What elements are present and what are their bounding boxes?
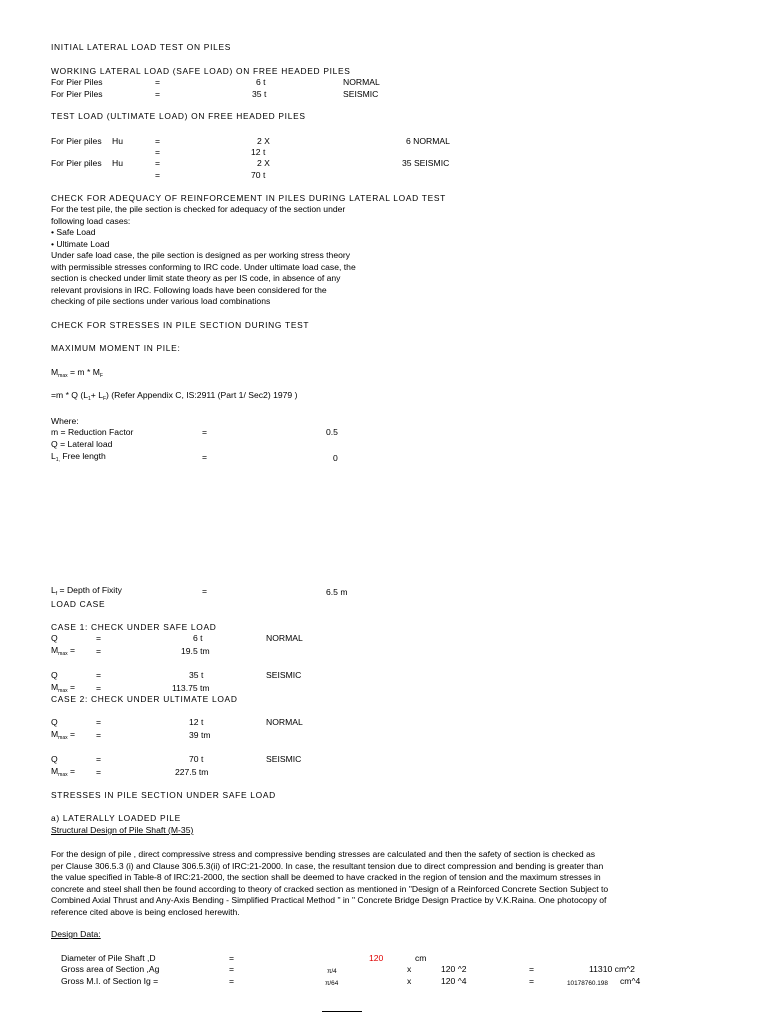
gross-mi-result: 10178760.198 (567, 980, 608, 987)
adequacy-line: checking of pile sections under various load combinations (51, 296, 271, 306)
max-moment-heading: MAXIMUM MOMENT IN PILE: (51, 343, 181, 353)
equals-sign: = (155, 147, 161, 157)
times-sign: x (407, 964, 412, 974)
design-paragraph-line: reference cited above is being enclosed herewith. (51, 906, 240, 917)
design-data-label: Gross M.I. of Section Ig = (61, 976, 159, 986)
equals-sign: = (96, 683, 102, 693)
reduction-factor-label: m = Reduction Factor (51, 427, 134, 437)
design-data-label: Diameter of Pile Shaft ,D (61, 953, 156, 963)
case2-m2-value: 227.5 tm (175, 767, 209, 777)
q-label: Q (51, 754, 58, 764)
equals-sign: = (202, 586, 208, 596)
adequacy-line: with permissible stresses conforming to IRC code. Under ultimate load case, the (51, 261, 356, 272)
equals-sign: = (529, 964, 535, 974)
test-row-label: For Pier piles (51, 158, 102, 168)
case2-q1-value: 12 t (189, 717, 204, 727)
inertia-term: 120 ^4 (441, 976, 467, 986)
design-paragraph-line: the value specified in Table-8 of IRC:21-2000, the section shall be deemed to have cracked in the region of tension and the maximum stresses in (51, 872, 601, 882)
depth-of-fixity-value: 6.5 m (326, 587, 348, 597)
equals-sign: = (229, 964, 235, 974)
q-label: Q (51, 670, 58, 680)
test-row-symbol: Hu (112, 158, 123, 168)
working-row-value: 6 t (256, 77, 266, 87)
test-load-heading: TEST LOAD (ULTIMATE LOAD) ON FREE HEADED PILES (51, 111, 306, 121)
case1-type: NORMAL (266, 633, 303, 643)
equals-sign: = (96, 670, 102, 680)
test-row-symbol: Hu (112, 136, 123, 146)
test-row-value: 70 t (251, 170, 266, 180)
laterally-loaded-heading: a) LATERALLY LOADED PILE (51, 813, 181, 823)
page-title: INITIAL LATERAL LOAD TEST ON PILES (51, 42, 232, 52)
adequacy-heading: CHECK FOR ADEQUACY OF REINFORCEMENT IN PILES DURING LATERAL LOAD TEST (51, 193, 446, 203)
diameter-value: 120 (369, 953, 384, 963)
design-paragraph-line: per Clause 306.5.3 (i) and Clause 306.5.3(ii) of IRC:21-2000. In case, the resultant tension due to direct compression and bending is greater than (51, 860, 604, 871)
equals-sign: = (96, 754, 102, 764)
case1-m1-value: 19.5 tm (181, 646, 210, 656)
pi-over-64: π/64 (325, 980, 339, 987)
case2-type: SEISMIC (266, 754, 302, 764)
formula-expanded: =m * Q $(L_1+ L_F)$ (Refer Appendix C, IS:2911 (Part 1/ Sec2) 1979 ) (51, 390, 298, 402)
adequacy-line: For the test pile, the pile section is checked for adequacy of the section under (51, 204, 346, 214)
equals-sign: = (229, 953, 235, 963)
working-load-heading: WORKING LATERAL LOAD (SAFE LOAD) ON FREE HEADED PILES (51, 66, 351, 76)
case1-heading: CASE 1: CHECK UNDER SAFE LOAD (51, 622, 217, 632)
adequacy-bullet: • Ultimate Load (51, 238, 110, 249)
equals-sign: = (529, 976, 535, 986)
adequacy-line: relevant provisions in IRC. Following loads have been considered for the (51, 284, 327, 295)
gross-area-result: 11310 cm^2 (589, 964, 635, 974)
test-row-right: 6 NORMAL (406, 136, 450, 146)
equals-sign: = (155, 136, 161, 146)
where-label: Where: (51, 416, 79, 426)
working-row-type: SEISMIC (343, 89, 379, 99)
q-label: Q (51, 633, 58, 643)
design-data-heading: Design Data: (51, 929, 101, 939)
working-row-label: For Pier Piles (51, 89, 103, 99)
design-paragraph-line: Combined Axial Thrust and Any-Axis Bending - Simplified Practical Method " in " Concrete Bridge Design Practice by V.K.Raina. One photocopy of (51, 895, 607, 905)
working-row-type: NORMAL (343, 77, 380, 87)
lateral-load-label: Q = Lateral load (51, 439, 113, 449)
test-row-value: 2 X (257, 158, 270, 168)
equals-sign: = (96, 767, 102, 777)
equals-sign: = (229, 976, 235, 986)
test-row-label: For Pier piles (51, 136, 102, 146)
depth-of-fixity-label: $L_f$ = Depth of Fixity (51, 585, 122, 597)
divider-line (322, 1011, 362, 1012)
test-row-value: 2 X (257, 136, 270, 146)
equals-sign: = (202, 427, 208, 437)
adequacy-bullet: • Safe Load (51, 227, 96, 237)
free-length-label: $L_{1,}$ Free length (51, 451, 106, 463)
design-paragraph-line: For the design of pile , direct compressive stress and compressive bending stresses are calculated and then the safety of section is checked as (51, 849, 596, 859)
mmax-label: $M_{max}$ = (51, 729, 76, 741)
adequacy-line: following load cases: (51, 215, 131, 226)
working-row-label: For Pier Piles (51, 77, 103, 87)
equals-sign: = (155, 158, 161, 168)
design-data-label: Gross area of Section ,Ag (61, 964, 160, 974)
times-sign: x (407, 976, 412, 986)
test-row-value: 12 t (251, 147, 266, 157)
equals-sign: = (202, 452, 208, 462)
safe-stress-heading: STRESSES IN PILE SECTION UNDER SAFE LOAD (51, 790, 276, 800)
area-term: 120 ^2 (441, 964, 467, 974)
case2-q2-value: 70 t (189, 754, 204, 764)
free-length-value: 0 (333, 453, 338, 463)
case1-m2-value: 113.75 tm (172, 683, 210, 693)
working-row-value: 35 t (252, 89, 267, 99)
adequacy-line: Under safe load case, the pile section is designed as per working stress theory (51, 250, 351, 260)
stress-check-heading: CHECK FOR STRESSES IN PILE SECTION DURING TEST (51, 320, 310, 330)
gross-mi-unit: cm^4 (620, 976, 641, 986)
equals-sign: = (96, 633, 102, 643)
case2-type: NORMAL (266, 717, 303, 727)
mmax-label: $M_{max}$ = (51, 766, 76, 778)
equals-sign: = (155, 89, 161, 99)
mmax-label: $M_{max}$ = (51, 682, 76, 694)
adequacy-line: section is checked under limit state theory as per IS code, in absence of any (51, 273, 341, 283)
q-label: Q (51, 717, 58, 727)
structural-design-heading: Structural Design of Pile Shaft (M-35) (51, 825, 194, 835)
diameter-unit: cm (415, 953, 427, 963)
mmax-label: $M_{max}$ = (51, 645, 76, 657)
case2-heading: CASE 2: CHECK UNDER ULTIMATE LOAD (51, 694, 238, 704)
equals-sign: = (155, 77, 161, 87)
formula-mmax: $M_{max} = m * M_F$ (51, 367, 103, 379)
case1-q1-value: 6 t (193, 633, 203, 643)
case2-m1-value: 39 tm (189, 730, 211, 740)
reduction-factor-value: 0.5 (326, 427, 338, 437)
load-case-heading: LOAD CASE (51, 599, 106, 609)
case1-type: SEISMIC (266, 670, 302, 680)
equals-sign: = (96, 646, 102, 656)
equals-sign: = (155, 170, 161, 180)
equals-sign: = (96, 717, 102, 727)
equals-sign: = (96, 730, 102, 740)
test-row-right: 35 SEISMIC (402, 158, 450, 168)
design-paragraph-line: concrete and steel shall then be found according to theory of cracked section as mentioned in "Design of a Reinforced Concrete Section Subject to (51, 883, 609, 894)
pi-over-4: π/4 (327, 968, 337, 975)
case1-q2-value: 35 t (189, 670, 204, 680)
